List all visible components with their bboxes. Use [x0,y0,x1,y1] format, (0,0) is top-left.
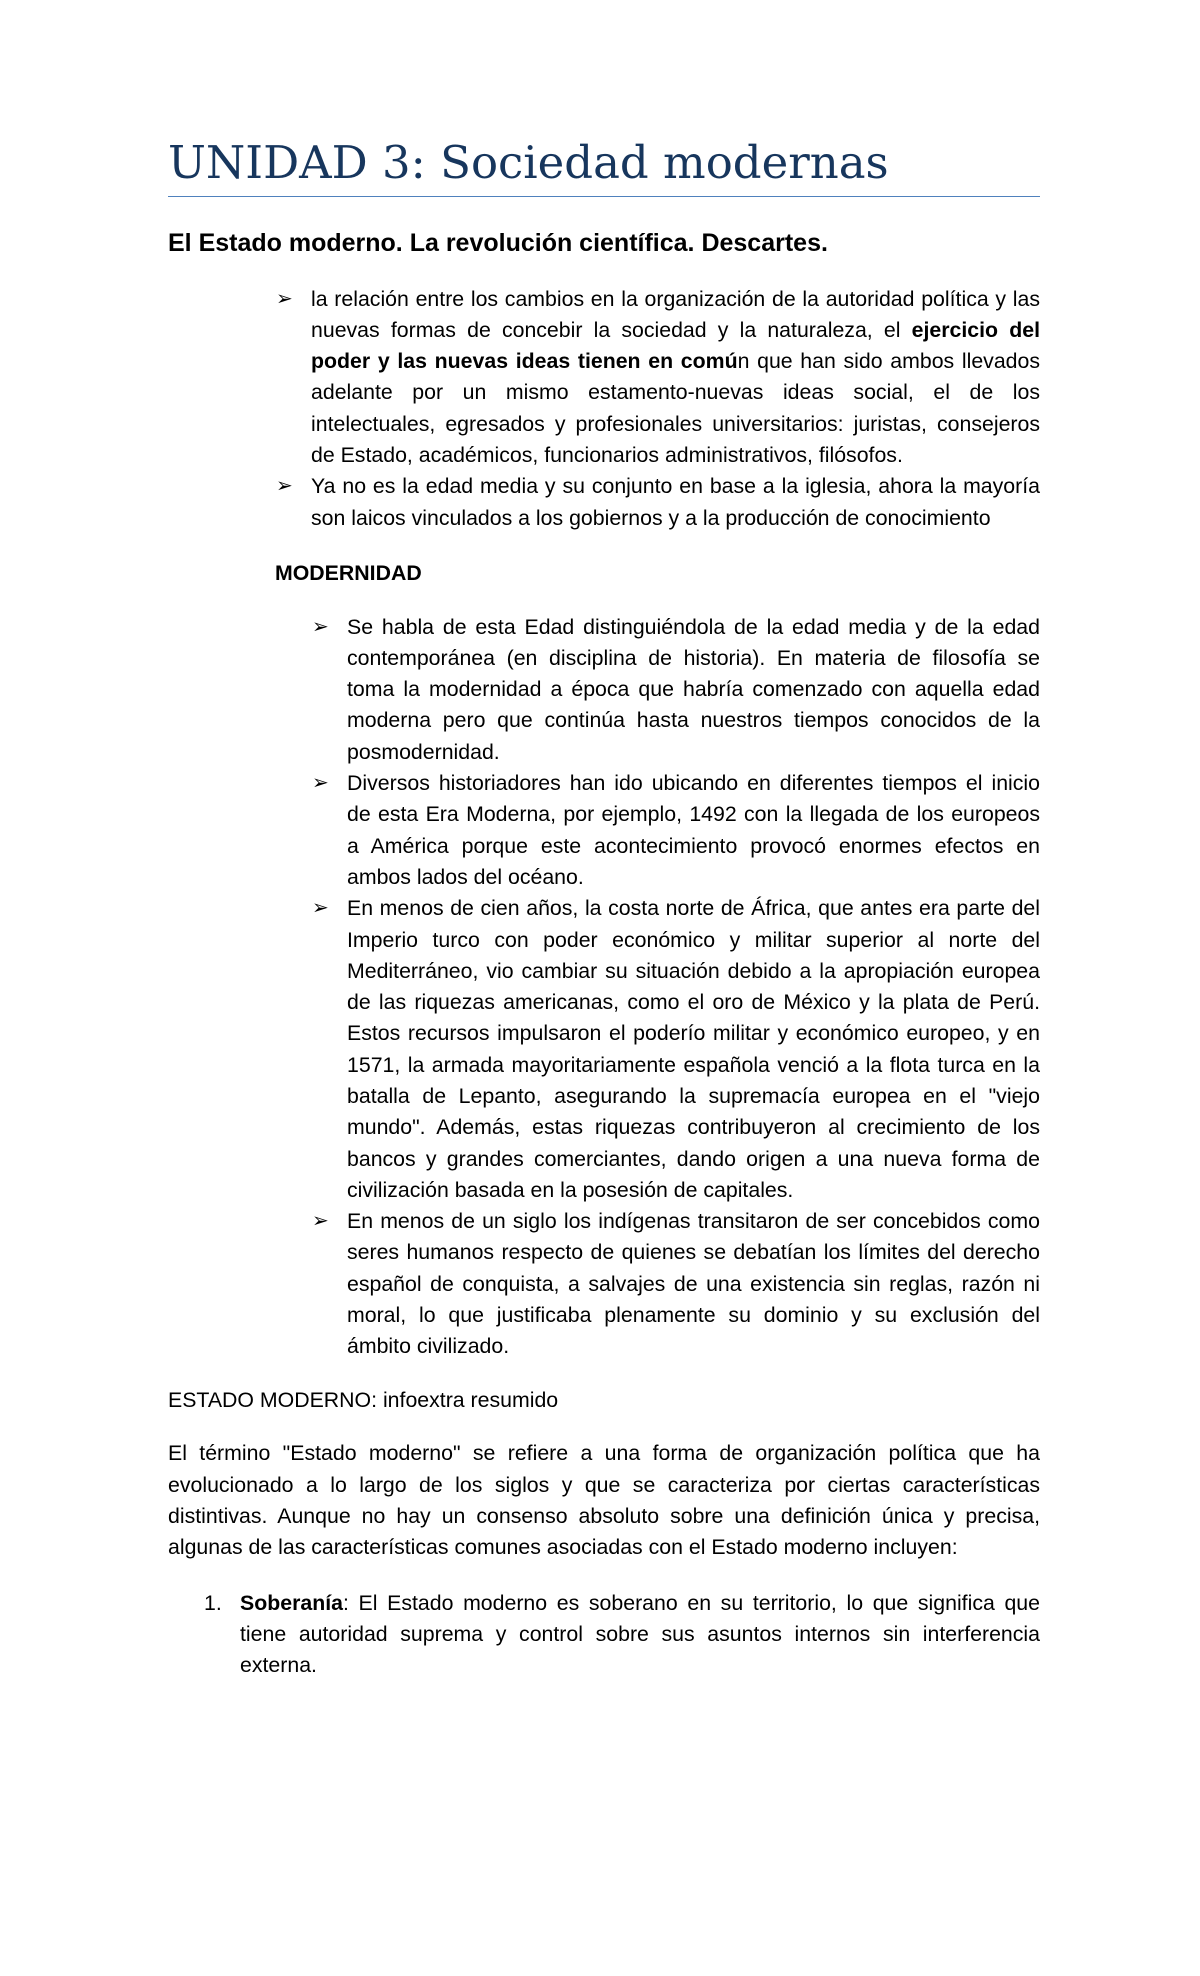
list-item [312,893,1040,1206]
arrow-bullet-icon: ➢ [312,772,329,795]
section-subtitle: El Estado moderno. La revolución científica. Descartes. [168,229,828,257]
modernidad-heading: MODERNIDAD [275,560,422,585]
arrow-bullet-icon: ➢ [312,615,329,638]
modernidad-bullet-list [312,612,1040,1363]
list-item [312,612,1040,768]
list-item [312,1206,1040,1362]
intro-bullet-list [276,284,1041,534]
list-item-bold-text: Soberanía [240,1590,343,1615]
list-number: 1. [204,1590,222,1615]
document-page [168,136,1040,1681]
numbered-list [204,1588,1040,1682]
list-item-text: n que han sido ambos llevados adelante por un mismo estamento-nuevas ideas social, el de los intelectuales, egresados y profesionales universitarios: juristas, consejeros de Estado, académicos, funcionarios administrativos, filósofos. [311,349,1041,467]
list-item-text: Se habla de esta Edad distinguiéndola de la edad media y de la edad contemporánea (en disciplina de historia). En materia de filosofía se toma la modernidad a época que habría comenzado con aquella edad moderna pero que continúa hasta nuestros tiempos conocidos de la posmodernidad. [347,614,1040,764]
list-item-text: Ya no es la edad media y su conjunto en base a la iglesia, ahora la mayoría son laicos vinculados a los gobiernos y a la producción de conocimiento [311,474,1040,530]
list-item-text: En menos de cien años, la costa norte de África, que antes era parte del Imperio turco con poder económico y militar superior al norte del Mediterráneo, vio cambiar su situación debido a la apropiación europea de las riquezas americanas, como el oro de México y la plata de Perú. Estos recursos impulsaron el poderío militar y económico europeo, y en 1571, la armada mayoritariamente española venció a la flota turca en la batalla de Lepanto, asegurando la supremacía europea en el "viejo mundo". Además, estas riquezas contribuyeron al crecimiento de los bancos y grandes comerciantes, dando origen a una nueva forma de civilización basada en la posesión de capitales. [347,896,1040,1202]
list-item-text: En menos de un siglo los indígenas transitaron de ser concebidos como seres humanos respecto de quienes se debatían los límites del derecho español de conquista, a salvajes de una existencia sin reglas, razón ni moral, lo que justificaba plenamente su dominio y su exclusión del ámbito civilizado. [347,1209,1040,1359]
list-item [276,471,1040,534]
estado-moderno-heading: ESTADO MODERNO: infoextra resumido [168,1387,559,1412]
arrow-bullet-icon: ➢ [276,287,293,310]
arrow-bullet-icon: ➢ [276,475,293,498]
page-title: UNIDAD 3: Sociedad modernas [168,136,1040,197]
arrow-bullet-icon: ➢ [312,897,329,920]
numbered-list-item [204,1588,1040,1682]
list-item [276,284,1041,472]
estado-moderno-paragraph: El término "Estado moderno" se refiere a una forma de organización política que ha evolucionado a lo largo de los siglos y que se caracteriza por ciertas características distintivas. Aunque no hay un consenso absoluto sobre una definición única y precisa, algunas de las características comunes asociadas con el Estado moderno incluyen: [168,1441,1040,1560]
list-item-bold-text: ejercicio del poder y las nuevas ideas tienen en comú [311,317,1040,374]
list-item [312,768,1040,893]
list-item-text: Diversos historiadores han ido ubicando en diferentes tiempos el inicio de esta Era Moderna, por ejemplo, 1492 con la llegada de los europeos a América porque este acontecimiento provocó enormes efectos en ambos lados del océano. [347,771,1040,889]
arrow-bullet-icon: ➢ [312,1210,329,1233]
list-item-text: la relación entre los cambios en la organización de la autoridad política y las nuevas formas de concebir la sociedad y la naturaleza, el [311,286,1040,342]
list-item-text: : El Estado moderno es soberano en su territorio, lo que significa que tiene autoridad suprema y control sobre sus asuntos internos sin interferencia externa. [240,1590,1040,1678]
